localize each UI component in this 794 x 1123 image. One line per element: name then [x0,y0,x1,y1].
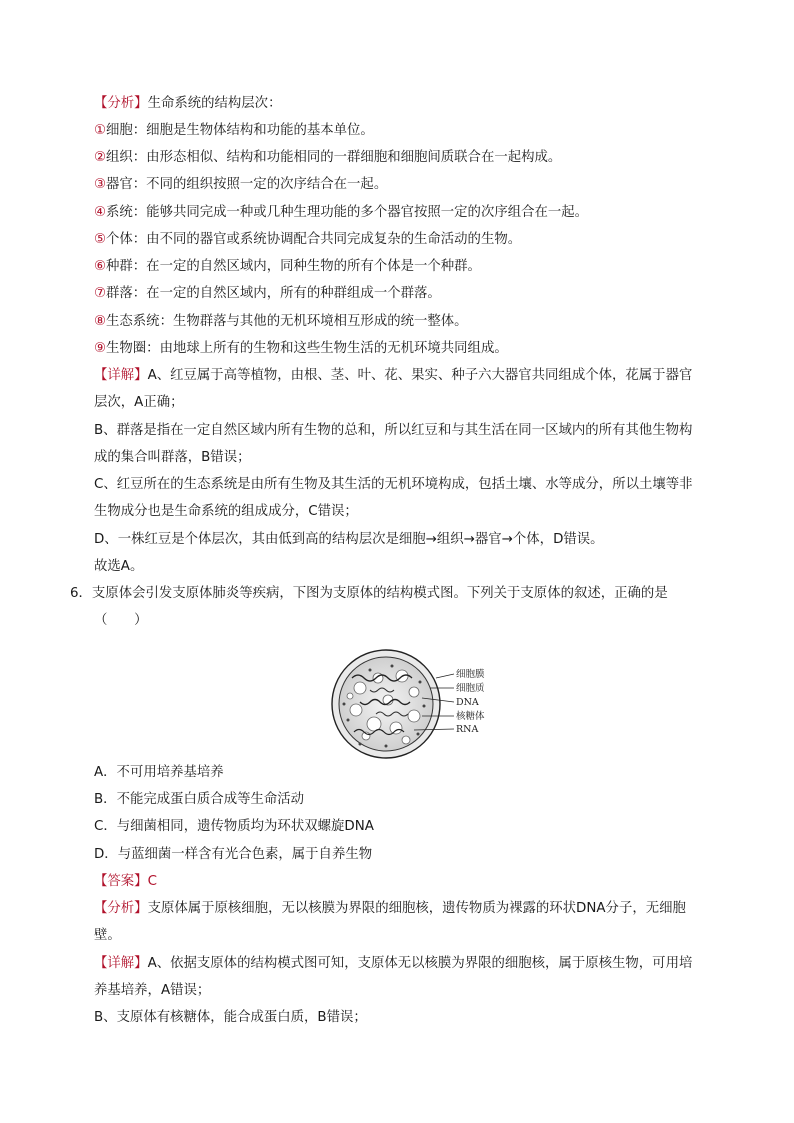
detail-line: 成的集合叫群落，B错误； [94,450,251,465]
option-d: D．与蓝细菌一样含有光合色素，属于自养生物 [94,847,373,862]
answer-value: C [147,874,157,889]
level-item: ⑦群落：在一定的自然区域内，所有的种群组成一个群落。 [94,286,441,301]
label-rna: RNA [456,724,479,735]
level-item: ⑧生态系统：生物群落与其他的无机环境相互形成的统一整体。 [94,314,468,329]
label-cell-membrane: 细胞膜 [456,669,485,680]
analysis-heading [94,94,734,114]
label-dna: DNA [456,697,479,708]
level-item: ⑤个体：由不同的器官或系统协调配合共同完成复杂的生命活动的生物。 [94,232,522,247]
label-cytoplasm: 细胞质 [456,683,485,694]
analysis-intro: 生命系统的结构层次： [147,96,282,111]
analysis-tag: 【分析】 [94,96,148,111]
mycoplasma-diagram [330,648,500,760]
analysis2-line: 壁。 [94,928,121,943]
level-item: ⑨生物圈：由地球上所有的生物和这些生物生活的无机环境共同组成。 [94,341,508,356]
detail-tag: 【详解】 [94,956,148,971]
detail2-heading: 【详解】A、依据支原体的结构模式图可知，支原体无以核膜为界限的细胞核，属于原核生物，可用培 [94,956,693,971]
detail-line: C、红豆所在的生态系统是由所有生物及其生活的无机环境构成，包括土壤、水等成分，所以土壤等非 [94,477,693,492]
analysis2-heading: 【分析】支原体属于原核细胞，无以核膜为界限的细胞核，遗传物质为裸露的环状DNA分子，无细胞 [94,901,686,916]
detail-line: 层次，A正确； [94,395,184,410]
answer-blank: （ ） [94,613,148,628]
answer-line [94,872,734,892]
level-item: ①细胞：细胞是生物体结构和功能的基本单位。 [94,123,374,138]
label-ribosome: 核糖体 [456,711,485,722]
analysis-tag: 【分析】 [94,901,148,916]
detail2-line: 养基培养，A错误； [94,983,211,998]
level-item: ③器官：不同的组织按照一定的次序结合在一起。 [94,177,388,192]
option-b: B．不能完成蛋白质合成等生命活动 [94,792,305,807]
question-number: 6． [70,586,92,601]
option-a: A．不可用培养基培养 [94,765,224,780]
question-stem: 6．支原体会引发支原体肺炎等疾病，下图为支原体的结构模式图。下列关于支原体的叙述，正确的是 [70,586,668,601]
level-item: ⑥种群：在一定的自然区域内，同种生物的所有个体是一个种群。 [94,259,481,274]
answer-tag: 【答案】 [94,874,148,889]
level-item: ④系统：能够共同完成一种或几种生理功能的多个器官按照一定的次序组合在一起。 [94,205,589,220]
detail-tag: 【详解】 [94,368,148,383]
conclusion-line: 故选A。 [94,559,144,574]
detail-line: D、一株红豆是个体层次，其由低到高的结构层次是细胞→组织→器官→个体，D错误。 [94,532,604,547]
detail-line: 生物成分也是生命系统的组成成分，C错误； [94,504,358,519]
option-c: C．与细菌相同，遗传物质均为环状双螺旋DNA [94,819,374,834]
detail-heading: 【详解】A、红豆属于高等植物，由根、茎、叶、花、果实、种子六大器官共同组成个体，花属于器官 [94,368,693,383]
level-item: ②组织：由形态相似、结构和功能相同的一群细胞和细胞间质联合在一起构成。 [94,150,562,165]
detail-line: B、群落是指在一定自然区域内所有生物的总和，所以红豆和与其生活在同一区域内的所有其他生物构 [94,423,693,438]
detail2-line: B、支原体有核糖体，能合成蛋白质，B错误； [94,1010,367,1025]
